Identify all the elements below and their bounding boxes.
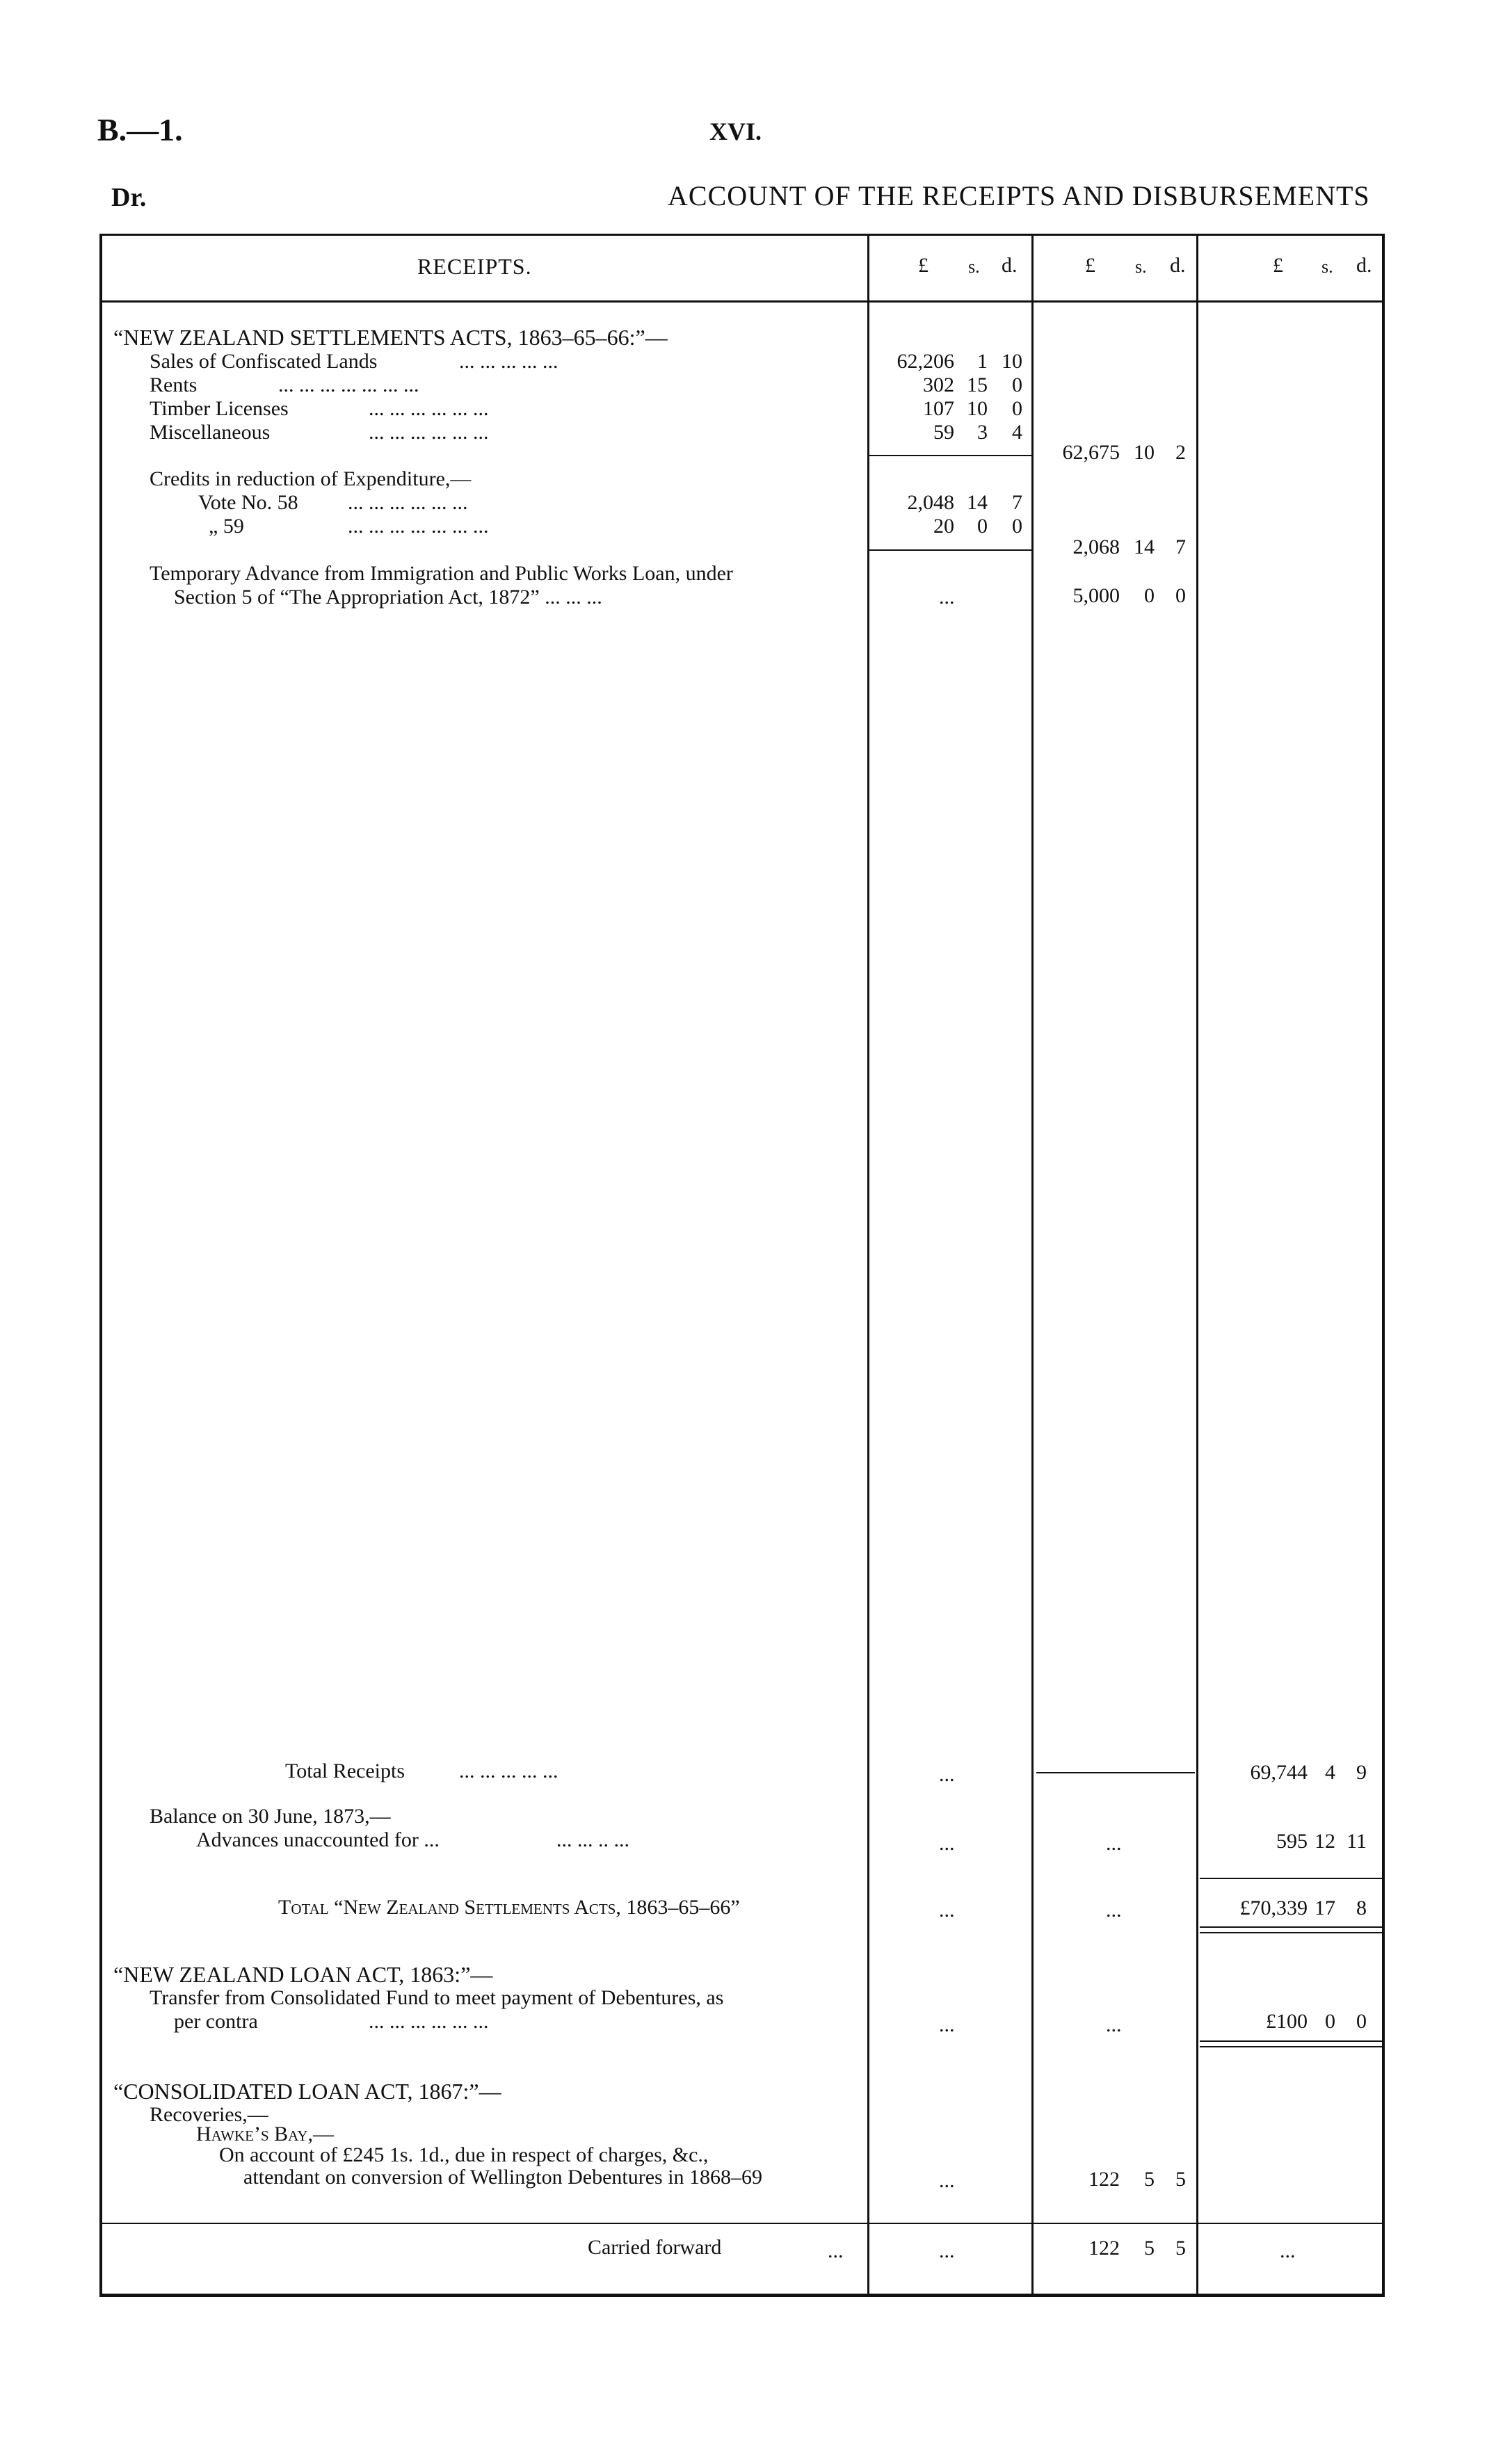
amount-pounds: 20 <box>933 515 954 538</box>
advance-shillings: 0 <box>1144 584 1155 607</box>
item-label: Timber Licenses <box>150 397 289 420</box>
amount-pounds: 302 <box>923 373 954 396</box>
amount-shillings: 10 <box>967 397 988 420</box>
pence-header: d. <box>1002 254 1018 277</box>
advance-pounds: 5,000 <box>1072 584 1120 607</box>
advance-pence: 0 <box>1175 584 1186 607</box>
table-bottom-border <box>99 2294 1385 2297</box>
col1-dots: ... <box>939 1832 955 1855</box>
amount-pence: 0 <box>1012 515 1022 538</box>
column-divider-3 <box>1196 234 1198 2296</box>
amount-pence: 0 <box>1012 397 1022 420</box>
cla-line-1: On account of £245 1s. 1d., due in respect of charges, &c., <box>219 2143 709 2166</box>
nzla-line-1: Transfer from Consolidated Fund to meet payment of Debentures, as <box>150 1986 724 2009</box>
total-receipts-pounds: 69,744 <box>1250 1761 1308 1784</box>
amount-shillings: 3 <box>977 421 988 444</box>
subtotal-pence: 2 <box>1175 441 1186 464</box>
amount-pence: 10 <box>1002 350 1022 373</box>
leader-dots: ... ... ... ... ... ... ... <box>348 515 489 538</box>
credits-heading: Credits in reduction of Expenditure,— <box>150 467 472 490</box>
col1-dots: ... <box>939 2013 955 2036</box>
amount-shillings: 1 <box>977 350 988 373</box>
nzla-pounds: £100 <box>1266 2010 1308 2033</box>
subtotal-rule <box>869 455 1031 456</box>
advances-label: Advances unaccounted for ... <box>196 1828 440 1851</box>
pound-header: £ <box>918 254 929 277</box>
total-receipts-label: Total Receipts <box>285 1760 405 1782</box>
advances-pence: 11 <box>1347 1830 1367 1853</box>
leader-dots: ... ... .. ... <box>556 1828 629 1851</box>
advances-pounds: 595 <box>1276 1830 1308 1853</box>
section-heading-cla: “CONSOLIDATED LOAN ACT, 1867:”— <box>113 2079 501 2104</box>
col2-dots: ... <box>1106 1899 1122 1922</box>
item-label: Rents <box>150 373 198 396</box>
advances-shillings: 12 <box>1315 1830 1335 1853</box>
leader-dots: ... ... ... ... ... ... <box>369 397 489 420</box>
vote-label: „ 59 <box>209 515 244 538</box>
total-receipts-rule <box>1036 1772 1195 1773</box>
votes-total-pence: 7 <box>1175 536 1186 558</box>
carried-pounds: 122 <box>1088 2237 1120 2260</box>
region-label: Hawke’s Bay,— <box>196 2123 335 2145</box>
leader-dots: ... ... ... ... ... ... <box>348 491 468 514</box>
page-number: XVI. <box>709 118 762 145</box>
grand-total-pence: 8 <box>1356 1897 1367 1919</box>
grand-total-label: Total “New Zealand Settlements Acts, 1863–65–66” <box>278 1896 740 1919</box>
leader-dots: ... ... ... ... ... <box>459 1760 558 1782</box>
carried-forward-rule <box>99 2223 1385 2224</box>
amount-pence: 0 <box>1012 373 1022 396</box>
grand-total-pounds: £70,339 <box>1239 1897 1308 1919</box>
column-divider-1 <box>867 234 869 2296</box>
advance-line-2: Section 5 of “The Appropriation Act, 1872” ... ... ... <box>174 586 602 609</box>
amount-pounds: 2,048 <box>907 491 954 514</box>
leader-dots: ... ... ... ... ... ... <box>369 2010 489 2033</box>
col2-dots: ... <box>1106 2013 1122 2036</box>
vote-label: Vote No. 58 <box>198 491 298 514</box>
col2-dots: ... <box>1106 1832 1122 1855</box>
carried-pence: 5 <box>1175 2237 1186 2260</box>
amount-pence: 4 <box>1012 421 1022 444</box>
shilling-header: s. <box>968 257 980 277</box>
balance-heading: Balance on 30 June, 1873,— <box>150 1805 391 1828</box>
carried-shillings: 5 <box>1144 2237 1155 2260</box>
amount-pounds: 59 <box>933 421 954 444</box>
col1-dots: ... <box>939 2169 955 2192</box>
column-divider-2 <box>1031 234 1034 2296</box>
section-heading-nzla: “NEW ZEALAND LOAN ACT, 1863:”— <box>113 1962 493 1987</box>
grand-total-double-rule <box>1200 1926 1382 1928</box>
recoveries-label: Recoveries,— <box>150 2103 268 2126</box>
subtotal-shillings: 10 <box>1134 441 1155 464</box>
cla-line-2: attendant on conversion of Wellington Debentures in 1868–69 <box>243 2166 763 2189</box>
shilling-header: s. <box>1135 257 1147 277</box>
col3-dots: ... <box>1280 2239 1296 2262</box>
leader-dots: ... ... ... ... ... <box>459 350 558 373</box>
table-left-border <box>99 234 102 2296</box>
nzla-shillings: 0 <box>1325 2010 1335 2033</box>
col1-dots: ... <box>939 2239 955 2262</box>
amount-pounds: 62,206 <box>897 350 954 373</box>
shilling-header: s. <box>1321 257 1333 277</box>
cla-pounds: 122 <box>1088 2168 1120 2191</box>
pound-header: £ <box>1085 254 1095 277</box>
subtotal-pounds: 62,675 <box>1062 441 1120 464</box>
advance-line-1: Temporary Advance from Immigration and Public Works Loan, under <box>150 562 733 585</box>
amount-shillings: 0 <box>977 515 988 538</box>
leader-dots: ... ... ... ... ... ... ... <box>278 373 419 396</box>
votes-total-pounds: 2,068 <box>1072 536 1120 558</box>
header-rule <box>99 300 1385 303</box>
amount-pounds: 107 <box>923 397 954 420</box>
nzla-double-rule <box>1200 2046 1382 2047</box>
nzla-double-rule <box>1200 2040 1382 2042</box>
leader-dots: ... ... ... ... ... ... <box>369 421 489 444</box>
leader-dots: ... <box>828 2239 844 2262</box>
amount-pence: 7 <box>1012 491 1022 514</box>
cla-pence: 5 <box>1175 2168 1186 2191</box>
page-reference: B.—1. <box>97 112 183 147</box>
pound-header: £ <box>1273 254 1283 277</box>
account-title: ACCOUNT OF THE RECEIPTS AND DISBURSEMENTS <box>668 180 1370 211</box>
cla-shillings: 5 <box>1144 2168 1155 2191</box>
table-top-border <box>99 234 1385 236</box>
grand-total-shillings: 17 <box>1315 1897 1335 1919</box>
votes-total-shillings: 14 <box>1134 536 1155 558</box>
advance-col1-dots: ... <box>939 586 955 609</box>
col1-dots: ... <box>939 1899 955 1922</box>
total-receipts-pence: 9 <box>1356 1761 1367 1784</box>
col1-dots: ... <box>939 1763 955 1786</box>
carried-forward-label: Carried forward <box>588 2236 722 2259</box>
table-right-border <box>1382 234 1385 2296</box>
votes-total-rule <box>869 549 1031 551</box>
pence-header: d. <box>1170 254 1186 277</box>
section-heading-nzsa: “NEW ZEALAND SETTLEMENTS ACTS, 1863–65–66:”— <box>113 325 668 350</box>
amount-shillings: 15 <box>967 373 988 396</box>
item-label: Sales of Confiscated Lands <box>150 350 378 373</box>
total-receipts-shillings: 4 <box>1325 1761 1335 1784</box>
item-label: Miscellaneous <box>150 421 271 444</box>
grand-total-rule-top <box>1200 1878 1382 1879</box>
debit-marker: Dr. <box>111 183 147 212</box>
nzla-line-2: per contra <box>174 2010 258 2033</box>
pence-header: d. <box>1356 254 1372 277</box>
amount-shillings: 14 <box>967 491 988 514</box>
nzla-pence: 0 <box>1356 2010 1367 2033</box>
grand-total-double-rule <box>1200 1932 1382 1933</box>
receipts-header: RECEIPTS. <box>417 254 532 279</box>
